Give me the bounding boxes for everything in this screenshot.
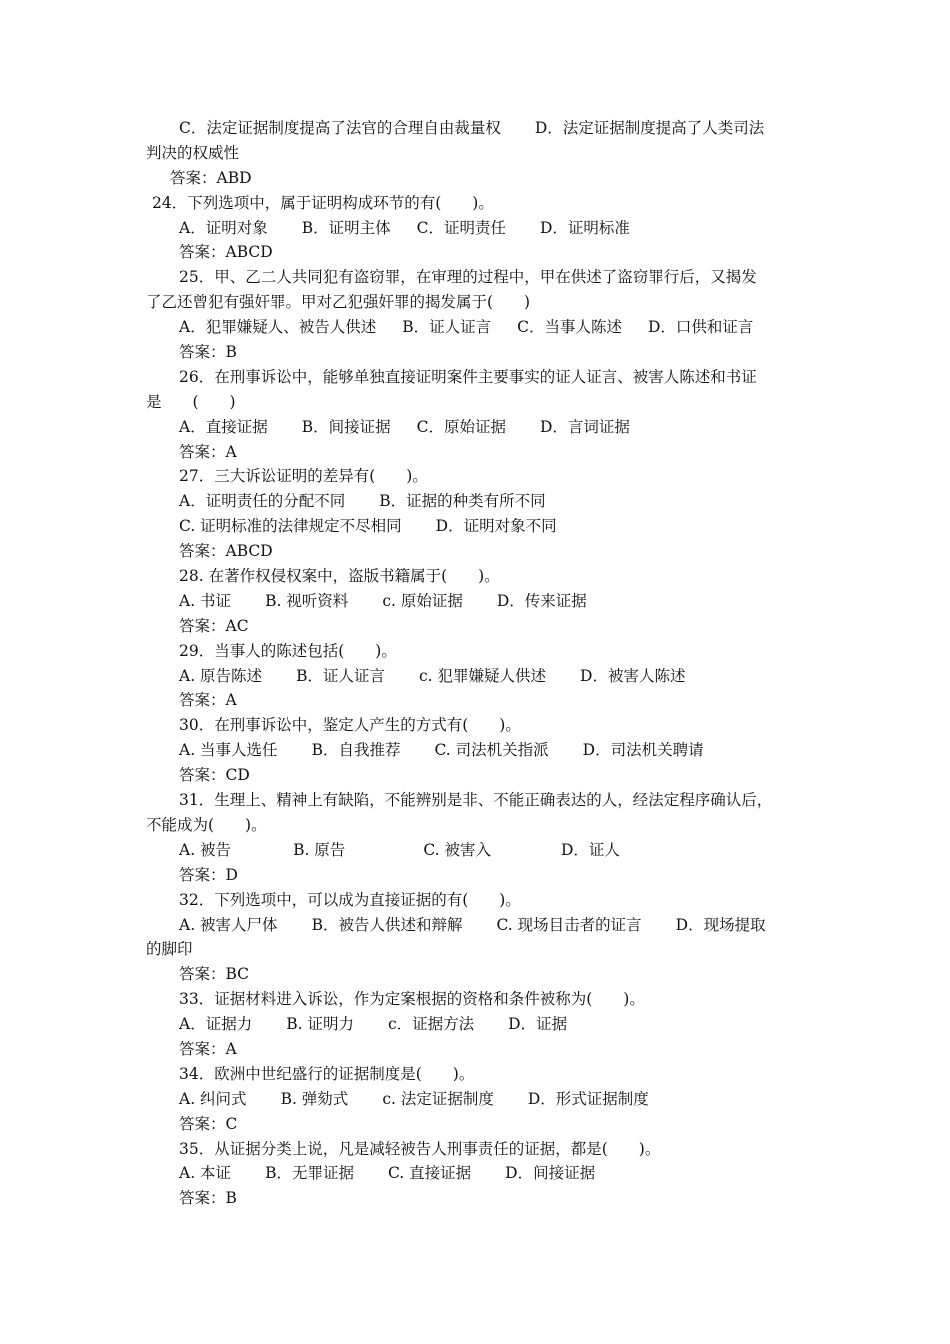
option: D．证据 bbox=[508, 1015, 568, 1034]
option-line bbox=[146, 913, 810, 938]
option: D．形式证据制度 bbox=[527, 1089, 649, 1108]
option: D．证明对象不同 bbox=[435, 517, 557, 536]
option: C. 证明标准的法律规定不尽相同 bbox=[179, 517, 402, 536]
option: D．口供和证言 bbox=[647, 318, 754, 337]
answer-line: 答案：ABCD bbox=[179, 542, 273, 561]
option: A. 被告 bbox=[179, 840, 232, 859]
answer-line: 答案：A bbox=[179, 1039, 237, 1058]
option: C．法定证据制度提高了法官的合理自由裁量权 bbox=[179, 119, 501, 137]
option: A．直接证据 bbox=[179, 417, 268, 436]
option: B．间接证据 bbox=[301, 417, 391, 436]
option: A．证据力 bbox=[179, 1015, 253, 1034]
option-line bbox=[146, 1087, 810, 1112]
option: B．证人证言 bbox=[402, 318, 492, 337]
option: A．证明责任的分配不同 bbox=[179, 492, 346, 511]
answer-line: 答案：BC bbox=[179, 965, 250, 984]
answer-line: 答案：C bbox=[179, 1114, 238, 1133]
option-line bbox=[146, 589, 810, 614]
option: c．证据方法 bbox=[387, 1015, 475, 1034]
option: B．无罪证据 bbox=[265, 1164, 354, 1183]
answer-line: 答案：ABD bbox=[170, 168, 252, 187]
option-line bbox=[146, 216, 810, 241]
option: c. 法定证据制度 bbox=[382, 1089, 494, 1108]
option: B．证据的种类有所不同 bbox=[379, 492, 546, 511]
option: B. 视听资料 bbox=[265, 591, 349, 610]
text-line: 不能成为( )。 bbox=[146, 815, 267, 834]
option-line bbox=[146, 1161, 810, 1186]
option: D．司法机关聘请 bbox=[582, 741, 704, 760]
option: A. 纠问式 bbox=[179, 1089, 247, 1108]
option: B．被告人供述和辩解 bbox=[311, 915, 463, 934]
option: C．证明责任 bbox=[416, 218, 506, 237]
option: C. 司法机关指派 bbox=[434, 741, 549, 760]
question-line: 32．下列选项中，可以成为直接证据的有( )。 bbox=[179, 890, 521, 909]
question-line: 33．证据材料进入诉讼，作为定案根据的资格和条件被称为( )。 bbox=[179, 990, 645, 1009]
option: A. 被害人尸体 bbox=[179, 915, 278, 934]
question-line: 31．生理上、精神上有缺陷，不能辨别是非、不能正确表达的人，经法定程序确认后， bbox=[179, 791, 773, 810]
option: A. 书证 bbox=[179, 591, 232, 610]
option-line bbox=[146, 838, 810, 863]
option: D．证明标准 bbox=[539, 218, 630, 237]
answer-line: 答案：ABCD bbox=[179, 243, 273, 262]
question-line: 35．从证据分类上说，凡是减轻被告人刑事责任的证据，都是( )。 bbox=[179, 1139, 661, 1158]
text-line: 判决的权威性 bbox=[146, 143, 240, 162]
answer-line: 答案：A bbox=[179, 442, 237, 461]
text-line: 了乙还曾犯有强奸罪。甲对乙犯强奸罪的揭发属于( ) bbox=[146, 293, 531, 312]
option: D．现场提取 bbox=[675, 915, 766, 934]
question-line: 25．甲、乙二人共同犯有盗窃罪，在审理的过程中，甲在供述了盗窃罪行后，又揭发 bbox=[179, 268, 757, 287]
question-line: 27．三大诉讼证明的差异有( )。 bbox=[179, 467, 428, 486]
option: A. 当事人选任 bbox=[179, 741, 278, 760]
option: D．证人 bbox=[560, 840, 620, 859]
answer-line: 答案：CD bbox=[179, 766, 250, 785]
option: D．言词证据 bbox=[539, 417, 630, 436]
option: c. 原始证据 bbox=[382, 591, 463, 610]
option: C. 直接证据 bbox=[387, 1164, 472, 1183]
option: B．自我推荐 bbox=[311, 741, 401, 760]
option: B. 弹劾式 bbox=[280, 1089, 349, 1108]
question-line: 28. 在著作权侵权案中，盗版书籍属于( )。 bbox=[179, 567, 500, 586]
option: B. 原告 bbox=[293, 840, 346, 859]
option-line bbox=[146, 489, 810, 514]
option: B. 证明力 bbox=[286, 1015, 354, 1034]
option: A. 本证 bbox=[179, 1164, 232, 1183]
option-line bbox=[146, 738, 810, 763]
option-line bbox=[146, 664, 810, 689]
question-line: 34．欧洲中世纪盛行的证据制度是( )。 bbox=[179, 1064, 475, 1083]
answer-line: 答案：A bbox=[179, 691, 237, 710]
option-line bbox=[146, 1012, 810, 1037]
answer-line: 答案：AC bbox=[179, 616, 249, 635]
option: c. 犯罪嫌疑人供述 bbox=[418, 666, 547, 685]
option: D．间接证据 bbox=[505, 1164, 596, 1183]
option: C．原始证据 bbox=[416, 417, 506, 436]
option: D．法定证据制度提高了人类司法 bbox=[534, 119, 765, 137]
option: A．证明对象 bbox=[179, 218, 268, 237]
option: C. 现场目击者的证言 bbox=[496, 915, 642, 934]
answer-line: 答案：B bbox=[179, 343, 237, 362]
option-line bbox=[146, 315, 810, 340]
option-line bbox=[146, 116, 810, 141]
option: B．证明主体 bbox=[301, 218, 391, 237]
answer-line: 答案：D bbox=[179, 865, 238, 884]
answer-line: 答案：B bbox=[179, 1189, 237, 1208]
option: B．证人证言 bbox=[296, 666, 385, 685]
option: A. 原告陈述 bbox=[179, 666, 263, 685]
question-line: 30．在刑事诉讼中，鉴定人产生的方式有( )。 bbox=[179, 716, 521, 735]
option: D．传来证据 bbox=[496, 591, 587, 610]
option-line bbox=[146, 415, 810, 440]
text-line: 是 ( ) bbox=[146, 392, 236, 411]
text-line: 的脚印 bbox=[146, 940, 193, 959]
question-line: 26．在刑事诉讼中，能够单独直接证明案件主要事实的证人证言、被害人陈述和书证 bbox=[179, 367, 757, 386]
document-body bbox=[146, 116, 810, 1211]
option-line bbox=[146, 514, 810, 539]
question-line: 24．下列选项中，属于证明构成环节的有( )。 bbox=[152, 193, 494, 212]
option: D．被害人陈述 bbox=[580, 666, 686, 685]
option: A．犯罪嫌疑人、被告人供述 bbox=[179, 318, 377, 337]
question-line: 29．当事人的陈述包括( )。 bbox=[179, 641, 397, 660]
option: C. 被害入 bbox=[423, 840, 491, 859]
option: C．当事人陈述 bbox=[517, 318, 622, 337]
